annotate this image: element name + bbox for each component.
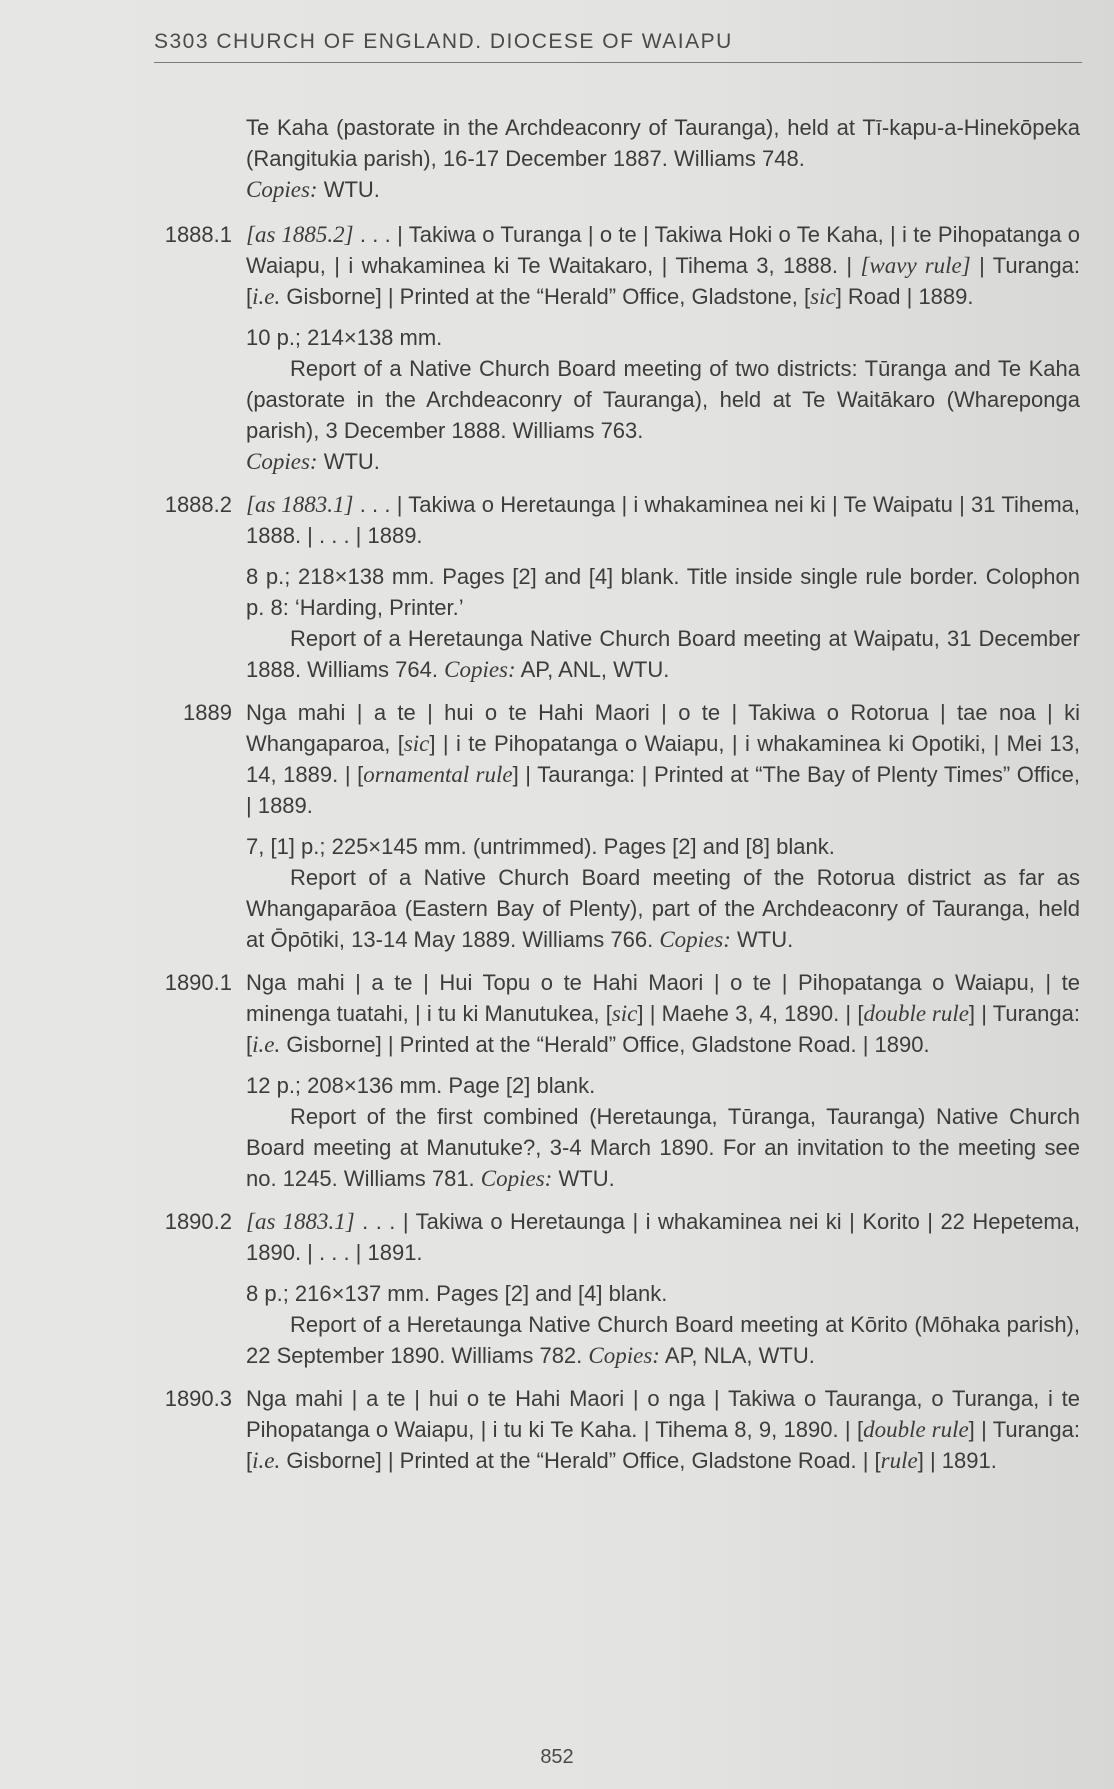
entry-number: 1890.3 (164, 1386, 232, 1411)
entry-title: Nga mahi | a te | Hui Topu o te Hahi Maori | o te | Pihopatanga o Waiapu, | te minenga tuatahi, | i tu ki Manutukea, [sic] | Maehe 3, 4, 1890. | [double rule] | Turanga: [i.e. Gisborne] | Printed at the “Herald” Office, Gladstone Road. | 1890. (246, 970, 1080, 1057)
continued-entry (246, 112, 1080, 205)
entry-number: 1888.1 (164, 222, 232, 247)
entry-1890-3 (140, 1383, 1080, 1476)
entry-number: 1888.2 (164, 492, 232, 517)
page-number: 852 (540, 1746, 574, 1768)
entry-body (246, 697, 1080, 955)
bibliography-content (140, 112, 1080, 1488)
entry-title: [as 1885.2] . . . | Takiwa o Turanga | o te | Takiwa Hoki o Te Kaha, | i te Pihopatanga o Waiapu, | i whakaminea ki Te Waitakaro, | Tihema 3, 1888. | [wavy rule] | Turanga: [i.e. Gisborne] | Printed at the “Herald” Office, Gladstone, [sic] Road | 1889. (246, 222, 1080, 309)
copies-label: Copies: (444, 657, 516, 682)
entry-body (246, 219, 1080, 477)
entry-physical-description: 8 p.; 216×137 mm. Pages [2] and [4] blank. (246, 1281, 668, 1306)
entry-note: Report of a Native Church Board meeting of the Rotorua district as far as Whangaparāoa (Eastern Bay of Plenty), part of the Archdeaconry of Tauranga, held at Ōpōtiki, 13-14 May 1889. Williams 766. Copies: WTU. (246, 865, 1080, 952)
entry-1888-1 (140, 219, 1080, 477)
continued-entry-text: Te Kaha (pastorate in the Archdeaconry of Tauranga), held at Tī-kapu-a-Hinekōpeka (Rangitukia parish), 16-17 December 1887. Williams 748. Copies: WTU. (246, 115, 1080, 202)
entry-title: [as 1883.1] . . . | Takiwa o Heretaunga | i whakaminea nei ki | Korito | 22 Hepetema, 1890. | . . . | 1891. (246, 1209, 1080, 1265)
entry-1889 (140, 697, 1080, 955)
entry-title: [as 1883.1] . . . | Takiwa o Heretaunga | i whakaminea nei ki | Te Waipatu | 31 Tihema, 1888. | . . . | 1889. (246, 492, 1080, 548)
entry-physical-description: 7, [1] p.; 225×145 mm. (untrimmed). Pages [2] and [8] blank. (246, 834, 835, 859)
entry-note: Report of a Heretaunga Native Church Board meeting at Waipatu, 31 December 1888. Williams 764. Copies: AP, ANL, WTU. (246, 626, 1080, 682)
entry-number: 1890.2 (164, 1209, 232, 1234)
copies-label: Copies: (480, 1166, 553, 1191)
entry-body (246, 489, 1080, 685)
entry-body (246, 1206, 1080, 1371)
copies-label: Copies: (588, 1343, 660, 1368)
entry-note: Report of the first combined (Heretaunga, Tūranga, Tauranga) Native Church Board meeting at Manutuke?, 3-4 March 1890. For an invitation to the meeting see no. 1245. Williams 781. Copies: WTU. (246, 1104, 1080, 1191)
entry-physical-description: 12 p.; 208×136 mm. Page [2] blank. (246, 1073, 596, 1098)
copies-holdings: AP, ANL, WTU. (520, 657, 670, 682)
entry-1888-2 (140, 489, 1080, 685)
entry-body (246, 1383, 1080, 1476)
entry-number: 1890.1 (164, 970, 232, 995)
running-header: S303 CHURCH OF ENGLAND. DIOCESE OF WAIAPU (154, 30, 1082, 63)
copies-holdings: AP, NLA, WTU. (664, 1343, 815, 1368)
entry-note: Report of a Native Church Board meeting of two districts: Tūranga and Te Kaha (pastorate in the Archdeaconry of Tauranga), held at Te Waitākaro (Whareponga parish), 3 December 1888. Williams 763. Copies: WTU. (246, 356, 1080, 474)
copies-holdings: WTU. (558, 1166, 615, 1191)
copies-holdings: WTU. (737, 927, 794, 952)
copies-holdings: WTU. (323, 177, 380, 202)
entry-body (246, 967, 1080, 1194)
entry-physical-description: 10 p.; 214×138 mm. (246, 325, 443, 350)
entry-1890-2 (140, 1206, 1080, 1371)
copies-label: Copies: (246, 449, 318, 474)
entry-note: Report of a Heretaunga Native Church Board meeting at Kōrito (Mōhaka parish), 22 September 1890. Williams 782. Copies: AP, NLA, WTU. (246, 1312, 1080, 1368)
copies-label: Copies: (246, 177, 318, 202)
copies-label: Copies: (659, 927, 731, 952)
copies-holdings: WTU. (323, 449, 380, 474)
entry-number: 1889 (183, 700, 232, 725)
entry-1890-1 (140, 967, 1080, 1194)
entry-title: Nga mahi | a te | hui o te Hahi Maori | o nga | Takiwa o Tauranga, o Turanga, i te Pihopatanga o Waiapu, | i tu ki Te Kaha. | Tihema 8, 9, 1890. | [double rule] | Turanga: [i.e. Gisborne] | Printed at the “Herald” Office, Gladstone Road. | [rule] | 1891. (246, 1386, 1080, 1473)
entry-physical-description: 8 p.; 218×138 mm. Pages [2] and [4] blank. Title inside single rule border. Colophon p. 8: ‘Harding, Printer.’ (246, 564, 1080, 620)
entry-title: Nga mahi | a te | hui o te Hahi Maori | o te | Takiwa o Rotorua | tae noa | ki Whangaparoa, [sic] | i te Pihopatanga o Waiapu, | i whakaminea ki Opotiki, | Mei 13, 14, 1889. | [ornamental rule] | Tauranga: | Printed at “The Bay of Plenty Times” Office, | 1889. (246, 700, 1081, 818)
